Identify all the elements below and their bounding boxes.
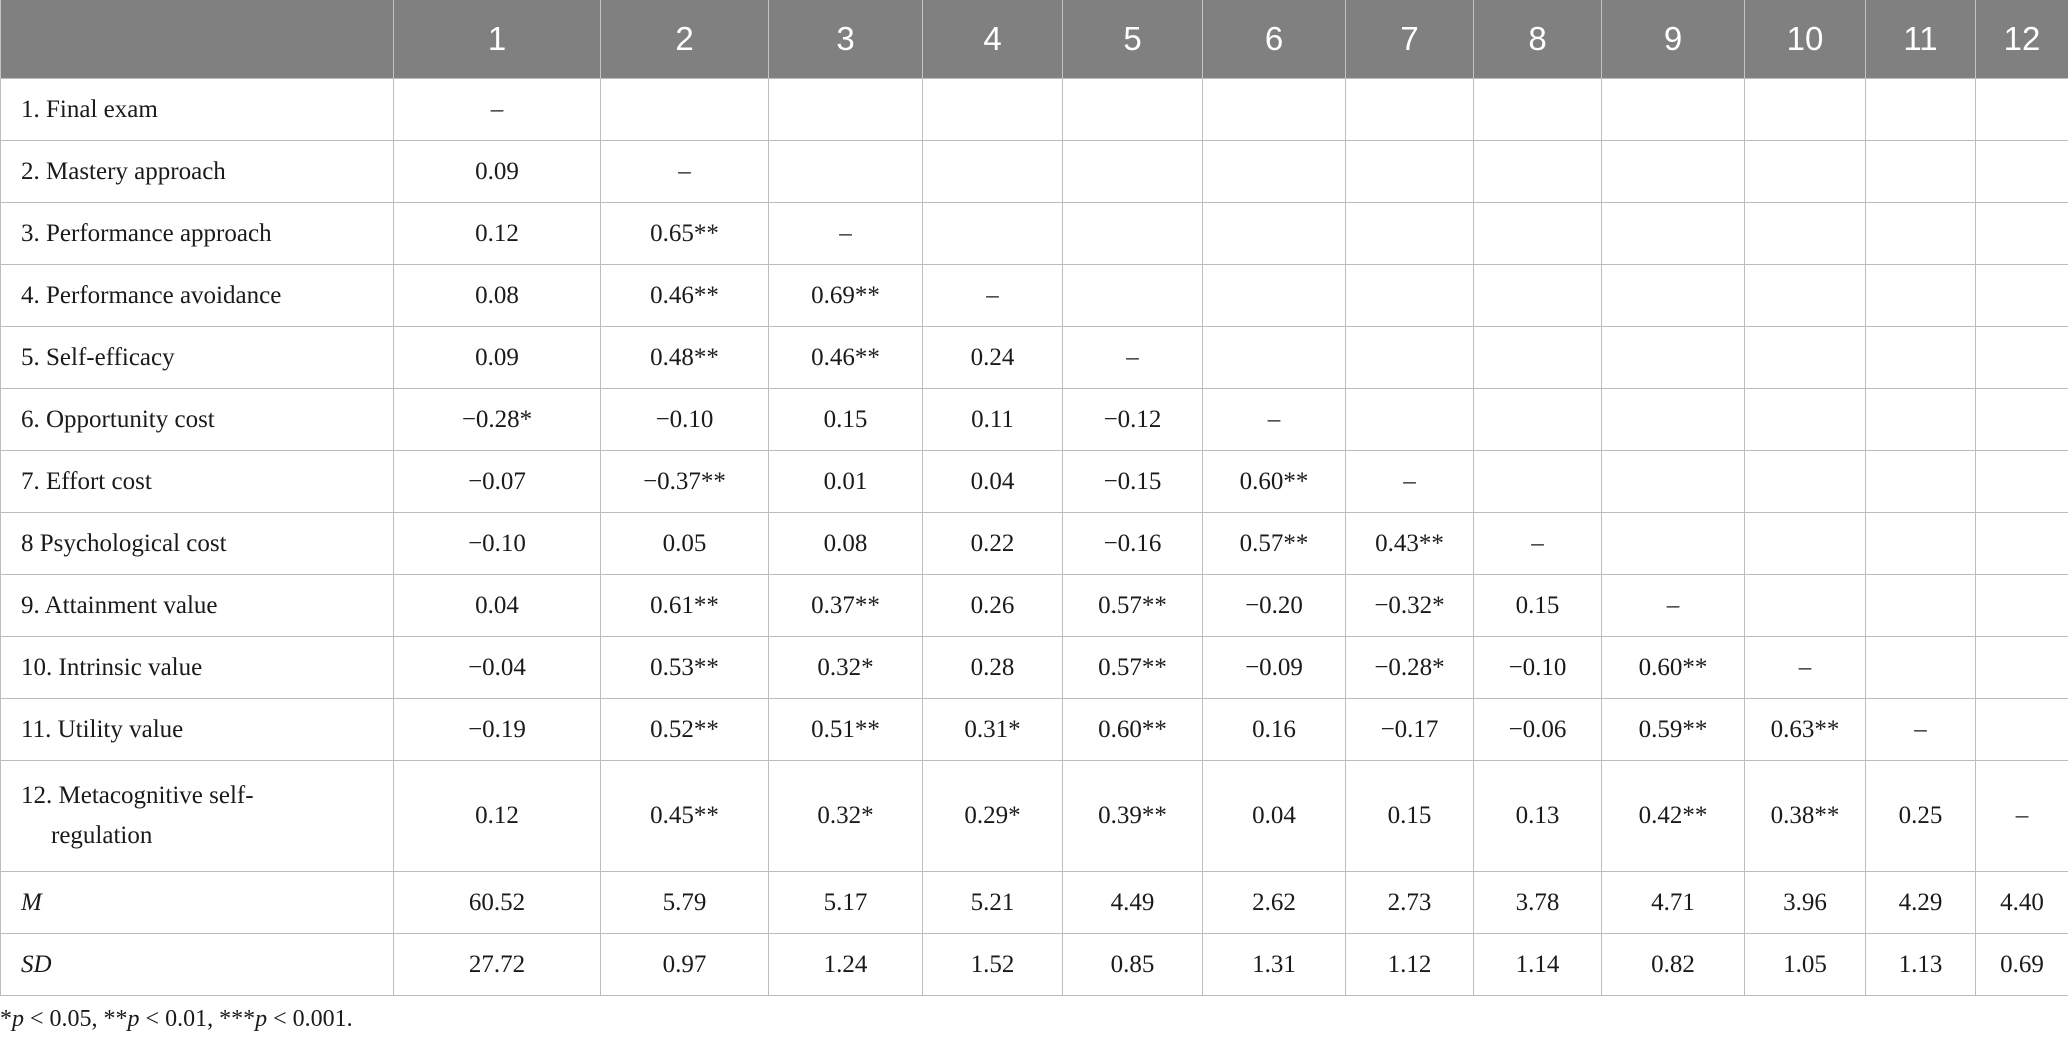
table-cell xyxy=(1976,141,2068,203)
row-label-line-2: regulation xyxy=(51,822,153,849)
table-cell xyxy=(1474,203,1602,265)
table-cell: 0.60** xyxy=(1602,637,1745,699)
row-label: M xyxy=(1,872,394,934)
table-cell: 0.15 xyxy=(769,389,923,451)
table-cell xyxy=(1203,141,1346,203)
header-cell-8: 8 xyxy=(1474,0,1602,79)
table-cell: 0.09 xyxy=(394,327,601,389)
table-cell xyxy=(1976,513,2068,575)
table-cell: 0.60** xyxy=(1063,699,1203,761)
table-cell: 0.15 xyxy=(1474,575,1602,637)
table-cell xyxy=(1474,327,1602,389)
table-cell xyxy=(1866,265,1976,327)
table-cell: 0.61** xyxy=(601,575,769,637)
table-cell: 0.31* xyxy=(923,699,1063,761)
header-cell-1: 1 xyxy=(394,0,601,79)
table-cell xyxy=(1602,203,1745,265)
footnote-p-3: p xyxy=(255,1006,268,1032)
table-cell: 0.08 xyxy=(769,513,923,575)
table-row xyxy=(1,761,2068,872)
table-cell: 0.01 xyxy=(769,451,923,513)
table-cell xyxy=(1745,513,1866,575)
table-cell: 0.59** xyxy=(1602,699,1745,761)
table-body xyxy=(1,79,2068,996)
table-cell: 0.09 xyxy=(394,141,601,203)
table-cell: −0.10 xyxy=(601,389,769,451)
table-cell: 0.38** xyxy=(1745,761,1866,872)
row-label: 4. Performance avoidance xyxy=(1,265,394,327)
table-cell: 0.05 xyxy=(601,513,769,575)
table-cell: 0.11 xyxy=(923,389,1063,451)
table-cell: 1.14 xyxy=(1474,934,1602,996)
table-cell: 4.71 xyxy=(1602,872,1745,934)
table-cell: – xyxy=(1063,327,1203,389)
table-cell: 0.52** xyxy=(601,699,769,761)
table-cell: 2.62 xyxy=(1203,872,1346,934)
table-cell: 0.42** xyxy=(1602,761,1745,872)
table-cell xyxy=(1745,451,1866,513)
table-cell xyxy=(1203,203,1346,265)
table-cell xyxy=(1745,265,1866,327)
table-cell: 0.63** xyxy=(1745,699,1866,761)
table-cell xyxy=(1602,265,1745,327)
table-header xyxy=(1,0,2068,79)
table-cell: −0.20 xyxy=(1203,575,1346,637)
table-cell xyxy=(1976,79,2068,141)
table-cell: −0.06 xyxy=(1474,699,1602,761)
table-cell: 0.45** xyxy=(601,761,769,872)
table-cell: 0.04 xyxy=(923,451,1063,513)
row-label: 10. Intrinsic value xyxy=(1,637,394,699)
row-label: 6. Opportunity cost xyxy=(1,389,394,451)
table-cell: −0.28* xyxy=(1346,637,1474,699)
table-row xyxy=(1,265,2068,327)
table-cell xyxy=(601,79,769,141)
table-cell: 0.57** xyxy=(1203,513,1346,575)
header-cell-4: 4 xyxy=(923,0,1063,79)
header-cell-7: 7 xyxy=(1346,0,1474,79)
table-cell xyxy=(1602,451,1745,513)
table-cell: −0.10 xyxy=(1474,637,1602,699)
table-cell: 0.22 xyxy=(923,513,1063,575)
table-cell xyxy=(1745,575,1866,637)
table-cell: −0.07 xyxy=(394,451,601,513)
table-row xyxy=(1,513,2068,575)
table-cell xyxy=(1976,265,2068,327)
table-cell xyxy=(1474,451,1602,513)
table-cell: – xyxy=(1866,699,1976,761)
table-cell xyxy=(1063,141,1203,203)
table-cell: 0.29* xyxy=(923,761,1063,872)
table-cell: 4.40 xyxy=(1976,872,2068,934)
table-cell: 1.05 xyxy=(1745,934,1866,996)
table-cell: 0.97 xyxy=(601,934,769,996)
table-cell xyxy=(1866,79,1976,141)
table-cell: 0.53** xyxy=(601,637,769,699)
table-cell xyxy=(1976,203,2068,265)
table-cell: – xyxy=(394,79,601,141)
footnote-symbol-2: ** xyxy=(103,1006,128,1032)
table-cell: −0.04 xyxy=(394,637,601,699)
table-cell xyxy=(1745,79,1866,141)
table-cell xyxy=(1866,451,1976,513)
table-cell: 0.57** xyxy=(1063,637,1203,699)
table-cell xyxy=(1976,327,2068,389)
table-cell: 0.43** xyxy=(1346,513,1474,575)
row-label: 8 Psychological cost xyxy=(1,513,394,575)
table-cell: 4.29 xyxy=(1866,872,1976,934)
header-cell-11: 11 xyxy=(1866,0,1976,79)
table-cell xyxy=(1346,389,1474,451)
row-label xyxy=(1,761,394,872)
footnote-text-2: < 0.01, xyxy=(139,1006,220,1032)
table-cell: 60.52 xyxy=(394,872,601,934)
row-label: 7. Effort cost xyxy=(1,451,394,513)
table-cell: −0.12 xyxy=(1063,389,1203,451)
row-label: 1. Final exam xyxy=(1,79,394,141)
table-cell xyxy=(1063,203,1203,265)
table-cell: 3.78 xyxy=(1474,872,1602,934)
table-cell xyxy=(1866,389,1976,451)
table-cell xyxy=(1346,203,1474,265)
table-cell xyxy=(769,141,923,203)
table-cell: – xyxy=(923,265,1063,327)
table-cell: – xyxy=(769,203,923,265)
table-cell xyxy=(1602,79,1745,141)
table-cell: −0.15 xyxy=(1063,451,1203,513)
table-row xyxy=(1,141,2068,203)
table-cell xyxy=(1866,513,1976,575)
table-cell: 0.69 xyxy=(1976,934,2068,996)
row-label: 5. Self-efficacy xyxy=(1,327,394,389)
table-cell: 1.31 xyxy=(1203,934,1346,996)
table-cell: – xyxy=(1602,575,1745,637)
table-cell: 0.04 xyxy=(1203,761,1346,872)
table-cell: −0.10 xyxy=(394,513,601,575)
table-cell: 4.49 xyxy=(1063,872,1203,934)
table-cell: 1.24 xyxy=(769,934,923,996)
table-cell: 5.79 xyxy=(601,872,769,934)
table-cell xyxy=(1474,389,1602,451)
table-cell: 0.48** xyxy=(601,327,769,389)
table-cell xyxy=(769,79,923,141)
table-cell: −0.09 xyxy=(1203,637,1346,699)
table-cell: 0.16 xyxy=(1203,699,1346,761)
row-label: 9. Attainment value xyxy=(1,575,394,637)
table-cell: – xyxy=(1474,513,1602,575)
table-cell: 0.39** xyxy=(1063,761,1203,872)
footnote-p-2: p xyxy=(127,1006,140,1032)
table-cell: 0.65** xyxy=(601,203,769,265)
table-cell: 5.17 xyxy=(769,872,923,934)
table-row xyxy=(1,327,2068,389)
row-label: 11. Utility value xyxy=(1,699,394,761)
table-cell: 3.96 xyxy=(1745,872,1866,934)
header-cell-6: 6 xyxy=(1203,0,1346,79)
table-cell xyxy=(1474,79,1602,141)
table-cell xyxy=(1346,79,1474,141)
table-cell: 0.24 xyxy=(923,327,1063,389)
table-cell xyxy=(1346,327,1474,389)
table-cell: 0.15 xyxy=(1346,761,1474,872)
table-cell: 0.51** xyxy=(769,699,923,761)
table-cell: 0.60** xyxy=(1203,451,1346,513)
table-cell xyxy=(1976,451,2068,513)
table-cell: 2.73 xyxy=(1346,872,1474,934)
table-cell: 0.32* xyxy=(769,761,923,872)
table-cell xyxy=(1976,637,2068,699)
table-cell xyxy=(1745,203,1866,265)
table-cell xyxy=(1745,389,1866,451)
header-row xyxy=(1,0,2068,79)
table-row xyxy=(1,203,2068,265)
table-cell xyxy=(1203,79,1346,141)
table-cell xyxy=(1203,327,1346,389)
table-cell xyxy=(1745,327,1866,389)
table-cell xyxy=(1866,327,1976,389)
row-label-line-1: 12. Metacognitive self- xyxy=(21,782,254,809)
table-row xyxy=(1,872,2068,934)
table-cell: 0.08 xyxy=(394,265,601,327)
table-cell xyxy=(923,79,1063,141)
table-cell: – xyxy=(1976,761,2068,872)
table-cell: 0.46** xyxy=(769,327,923,389)
table-cell xyxy=(1063,265,1203,327)
table-cell: 5.21 xyxy=(923,872,1063,934)
table-cell xyxy=(1976,699,2068,761)
table-cell: 1.13 xyxy=(1866,934,1976,996)
table-cell: – xyxy=(1346,451,1474,513)
table-row xyxy=(1,389,2068,451)
table-cell: 0.12 xyxy=(394,761,601,872)
footnote-text-3: < 0.001. xyxy=(267,1006,353,1032)
table-cell: 0.04 xyxy=(394,575,601,637)
table-cell: 0.32* xyxy=(769,637,923,699)
table-cell xyxy=(1866,203,1976,265)
table-cell xyxy=(1346,265,1474,327)
table-cell xyxy=(1866,141,1976,203)
table-cell: −0.28* xyxy=(394,389,601,451)
table-cell xyxy=(923,203,1063,265)
row-label: 3. Performance approach xyxy=(1,203,394,265)
table-cell: −0.16 xyxy=(1063,513,1203,575)
table-cell: −0.19 xyxy=(394,699,601,761)
table-cell: −0.32* xyxy=(1346,575,1474,637)
table-cell: 0.57** xyxy=(1063,575,1203,637)
table-row xyxy=(1,934,2068,996)
table-row xyxy=(1,699,2068,761)
table-cell xyxy=(1346,141,1474,203)
table-cell: 0.28 xyxy=(923,637,1063,699)
table-row xyxy=(1,637,2068,699)
table-cell: – xyxy=(1745,637,1866,699)
footnote-symbol-1: * xyxy=(0,1006,12,1032)
row-label: 2. Mastery approach xyxy=(1,141,394,203)
table-cell: 27.72 xyxy=(394,934,601,996)
footnote-symbol-3: *** xyxy=(219,1006,256,1032)
table-cell: 0.46** xyxy=(601,265,769,327)
table-cell: 0.82 xyxy=(1602,934,1745,996)
header-cell-9: 9 xyxy=(1602,0,1745,79)
table-cell xyxy=(1602,327,1745,389)
header-cell-12: 12 xyxy=(1976,0,2068,79)
table-cell: 1.52 xyxy=(923,934,1063,996)
table-cell: – xyxy=(601,141,769,203)
header-cell-2: 2 xyxy=(601,0,769,79)
significance-footnote xyxy=(0,1006,353,1033)
table-row xyxy=(1,575,2068,637)
table-cell xyxy=(1866,637,1976,699)
table-cell: – xyxy=(1203,389,1346,451)
table-cell xyxy=(1976,389,2068,451)
table-cell xyxy=(1474,141,1602,203)
table-cell: −0.37** xyxy=(601,451,769,513)
row-label: SD xyxy=(1,934,394,996)
table-cell xyxy=(1976,575,2068,637)
table-cell: 1.12 xyxy=(1346,934,1474,996)
header-cell-5: 5 xyxy=(1063,0,1203,79)
header-cell-10: 10 xyxy=(1745,0,1866,79)
table-cell xyxy=(1203,265,1346,327)
table-cell: 0.69** xyxy=(769,265,923,327)
table-cell xyxy=(1602,389,1745,451)
table-cell xyxy=(1063,79,1203,141)
table-cell: 0.12 xyxy=(394,203,601,265)
table-cell: 0.37** xyxy=(769,575,923,637)
table-cell: 0.13 xyxy=(1474,761,1602,872)
table-row xyxy=(1,451,2068,513)
table-row xyxy=(1,79,2068,141)
table-cell xyxy=(923,141,1063,203)
table-cell xyxy=(1474,265,1602,327)
table-cell xyxy=(1866,575,1976,637)
table-cell xyxy=(1602,513,1745,575)
footnote-p-1: p xyxy=(12,1006,24,1032)
table-cell: 0.25 xyxy=(1866,761,1976,872)
table-cell: 0.85 xyxy=(1063,934,1203,996)
header-cell-label xyxy=(1,0,394,79)
header-cell-3: 3 xyxy=(769,0,923,79)
table-cell xyxy=(1745,141,1866,203)
table-cell: 0.26 xyxy=(923,575,1063,637)
table-cell: −0.17 xyxy=(1346,699,1474,761)
table-cell xyxy=(1602,141,1745,203)
footnote-text-1: < 0.05, xyxy=(24,1006,104,1032)
